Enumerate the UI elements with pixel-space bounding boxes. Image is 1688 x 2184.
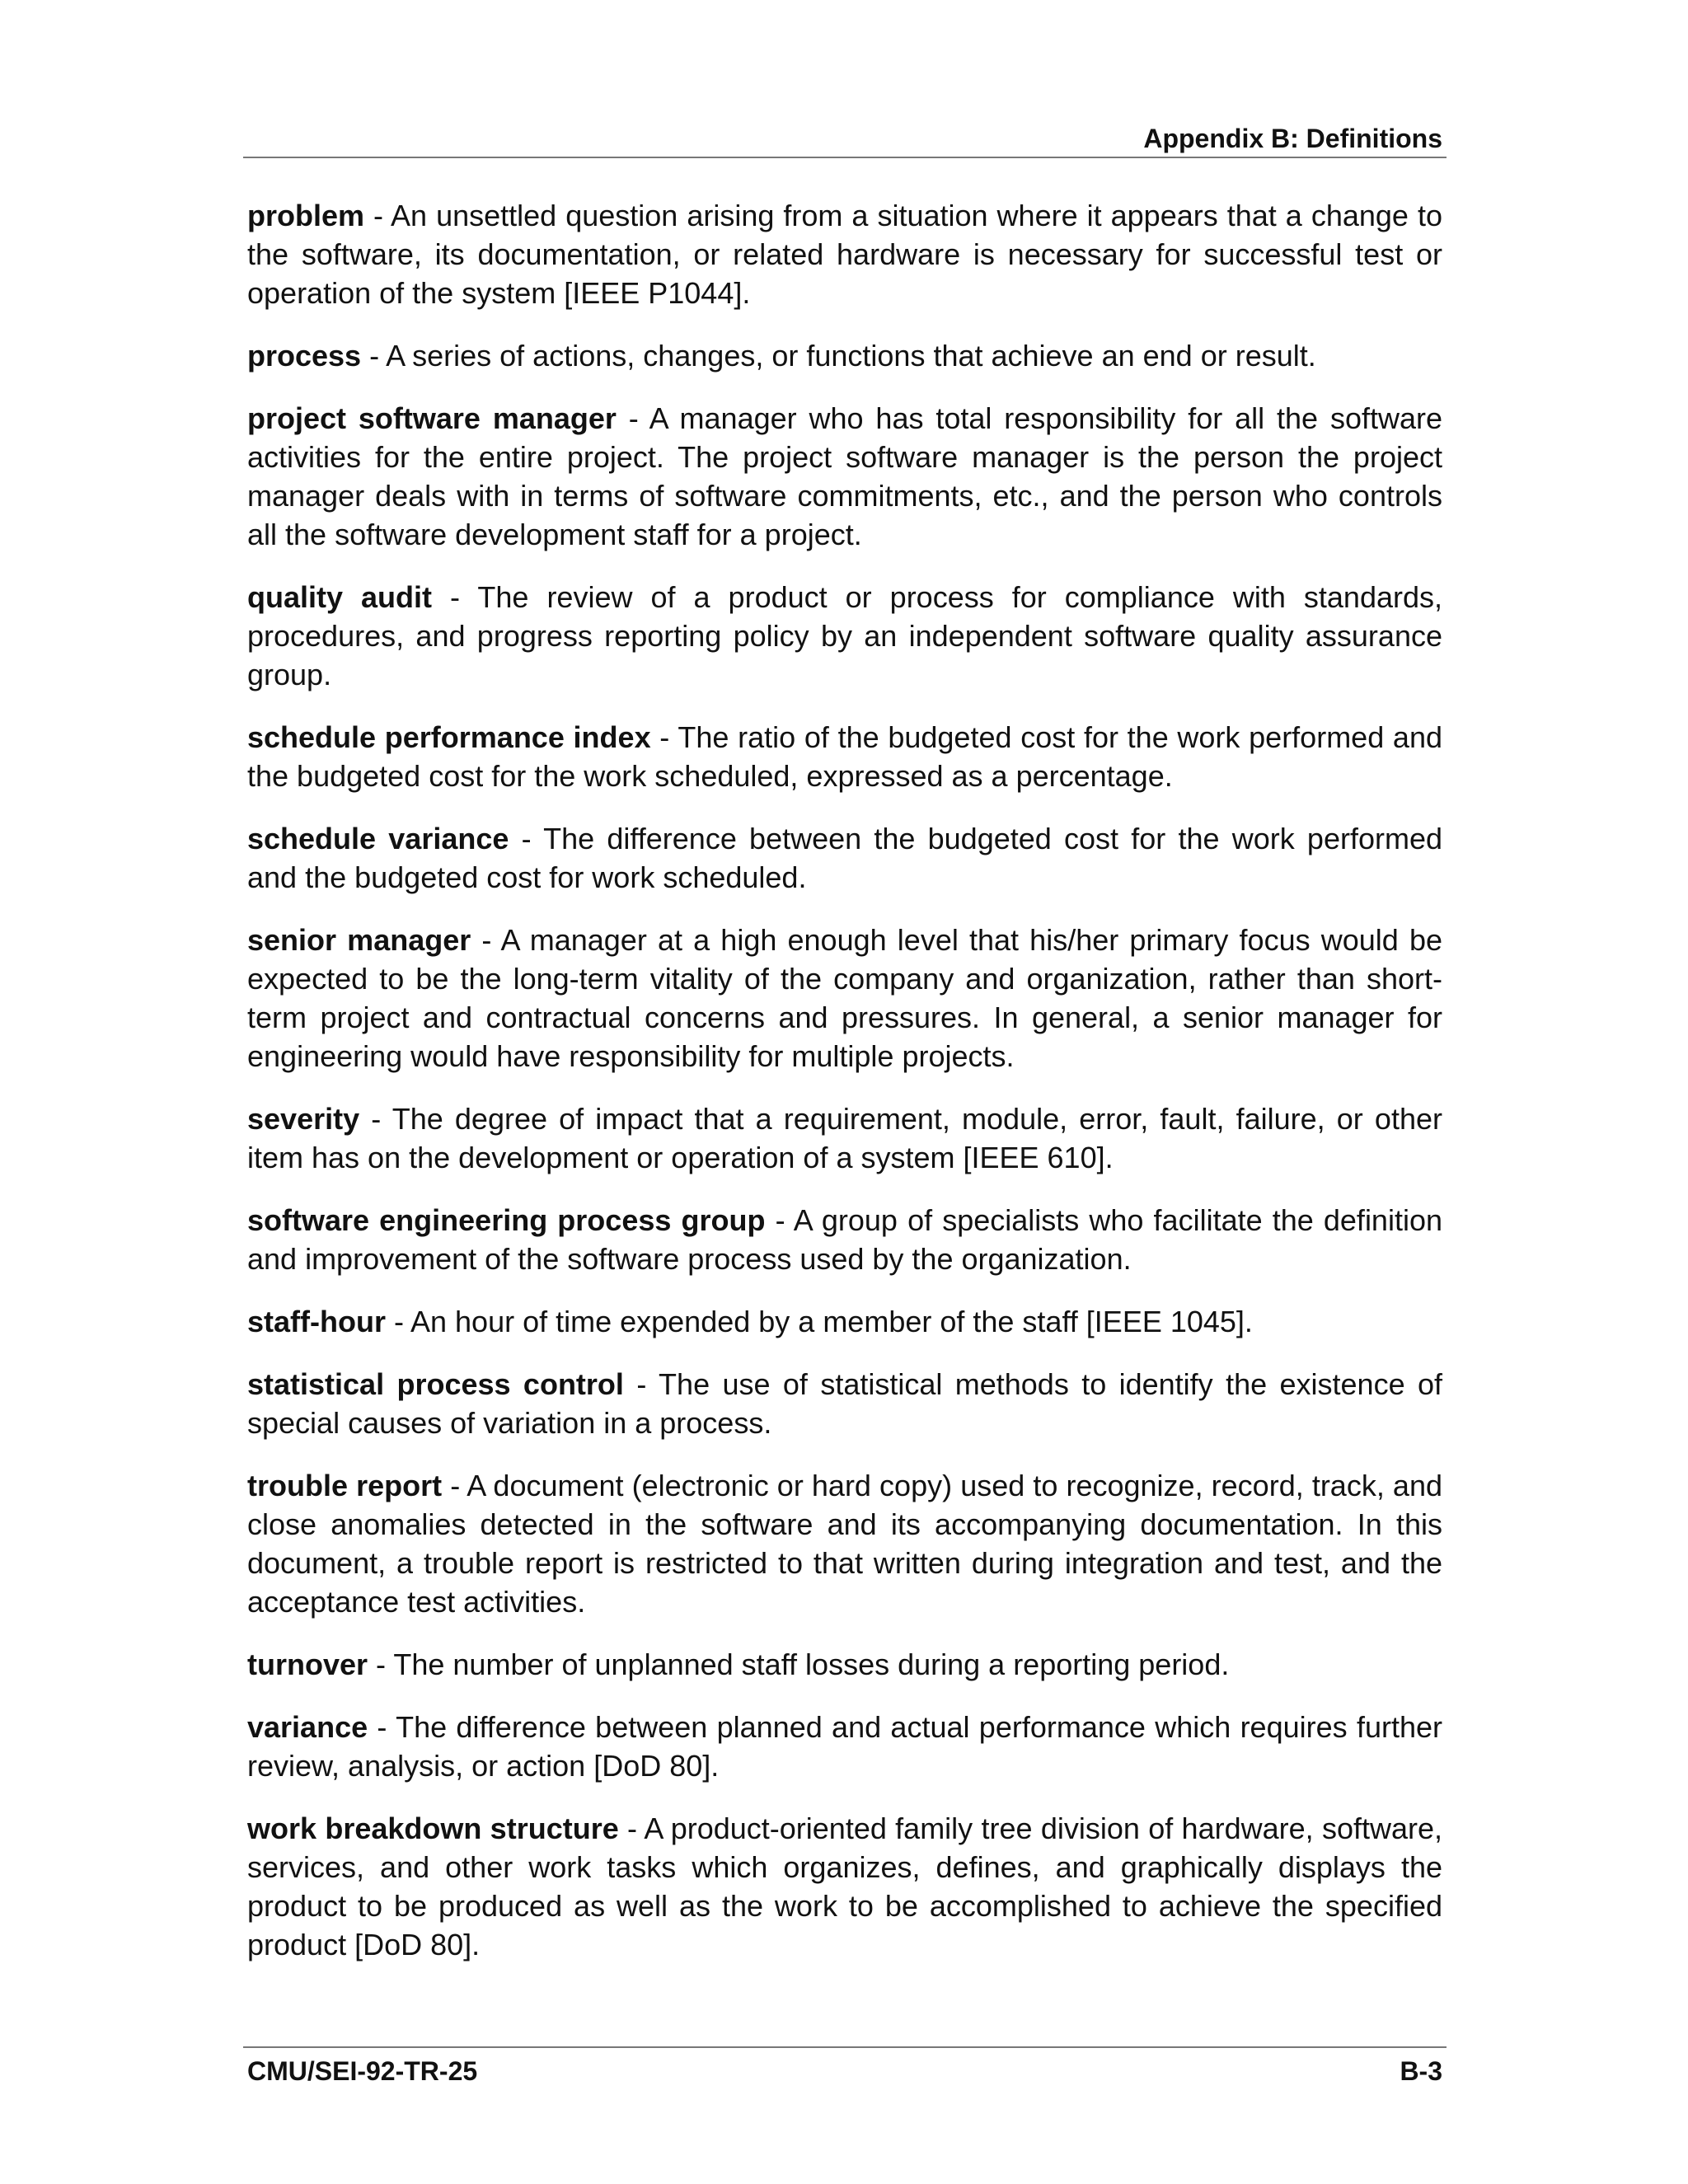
- definition-term: work breakdown structure: [247, 1811, 619, 1845]
- definition-entry: [247, 819, 1442, 897]
- definition-entry: [247, 578, 1442, 694]
- definition-text: - A group of specialists who facilitate the definition and improvement of the software process used by the organization.: [247, 1203, 1442, 1276]
- document-id: CMU/SEI-92-TR-25: [247, 2056, 478, 2086]
- definition-text: - A series of actions, changes, or functions that achieve an end or result.: [361, 339, 1316, 373]
- definitions-list: [247, 196, 1442, 1988]
- definition-text: - A manager at a high enough level that his/her primary focus would be expected to be the long-term vitality of the company and organization, rather than short-term project and contractual concerns and pressures. In general, a senior manager for engineering would have responsibility for multiple projects.: [247, 923, 1442, 1073]
- definition-text: - The ratio of the budgeted cost for the work performed and the budgeted cost for the work scheduled, expressed as a percentage.: [247, 720, 1442, 793]
- definition-term: project software manager: [247, 401, 617, 435]
- page-number: B-3: [1400, 2056, 1442, 2086]
- definition-term: software engineering process group: [247, 1203, 766, 1237]
- definition-entry: [247, 1201, 1442, 1278]
- definition-entry: [247, 336, 1442, 375]
- definition-entry: [247, 1302, 1442, 1341]
- definition-term: variance: [247, 1710, 368, 1744]
- definition-term: staff-hour: [247, 1305, 386, 1338]
- definition-entry: [247, 1099, 1442, 1177]
- definition-text: - An hour of time expended by a member of the staff [IEEE 1045].: [385, 1305, 1253, 1338]
- definition-entry: [247, 196, 1442, 312]
- definition-text: - A manager who has total responsibility for all the software activities for the entire project. The project software manager is the person the project manager deals with in terms of software commitments, etc., and the person who controls all the software development staff for a project.: [247, 401, 1442, 551]
- definition-term: schedule performance index: [247, 720, 651, 754]
- definition-entry: [247, 1645, 1442, 1684]
- definition-entry: [247, 1466, 1442, 1621]
- page-header: [243, 124, 1447, 158]
- definition-term: statistical process control: [247, 1367, 624, 1401]
- definition-term: trouble report: [247, 1469, 443, 1502]
- definition-text: - The number of unplanned staff losses during a reporting period.: [368, 1647, 1230, 1681]
- definition-entry: [247, 1365, 1442, 1442]
- definition-entry: [247, 1809, 1442, 1964]
- header-title: Appendix B: Definitions: [1143, 124, 1442, 153]
- definition-entry: [247, 718, 1442, 795]
- definition-term: severity: [247, 1102, 360, 1136]
- definition-text: - The difference between the budgeted cost for the work performed and the budgeted cost for work scheduled.: [247, 822, 1443, 894]
- definition-term: process: [247, 339, 362, 373]
- definition-text: - A document (electronic or hard copy) used to recognize, record, track, and close anomalies detected in the software and its accompanying documentation. In this document, a trouble report is restricted to that written during integration and test, and the acceptance test activities.: [247, 1469, 1442, 1619]
- definition-term: senior manager: [247, 923, 471, 957]
- definition-entry: [247, 921, 1442, 1076]
- definition-entry: [247, 399, 1442, 554]
- definition-entry: [247, 1708, 1442, 1785]
- definition-text: - A product-oriented family tree division of hardware, software, services, and other work tasks which organizes, defines, and graphically displays the product to be produced as well as the work to be accomplished to achieve the specified product [DoD 80].: [247, 1811, 1443, 1961]
- definition-term: problem: [247, 199, 365, 232]
- definition-term: schedule variance: [247, 822, 509, 855]
- definition-text: - The degree of impact that a requirement, module, error, fault, failure, or other item has on the development or operation of a system [IEEE 610].: [247, 1102, 1442, 1174]
- definition-term: quality audit: [247, 580, 433, 614]
- definition-text: - The difference between planned and actual performance which requires further review, analysis, or action [DoD 80].: [247, 1710, 1442, 1783]
- definition-text: - The use of statistical methods to identify the existence of special causes of variation in a process.: [247, 1367, 1443, 1440]
- definition-text: - An unsettled question arising from a situation where it appears that a change to the software, its documentation, or related hardware is necessary for successful test or operation of the system [IEEE P1044].: [247, 199, 1442, 310]
- page-footer: [243, 2046, 1447, 2086]
- definition-text: - The review of a product or process for compliance with standards, procedures, and progress reporting policy by an independent software quality assurance group.: [247, 580, 1443, 691]
- definition-term: turnover: [247, 1647, 368, 1681]
